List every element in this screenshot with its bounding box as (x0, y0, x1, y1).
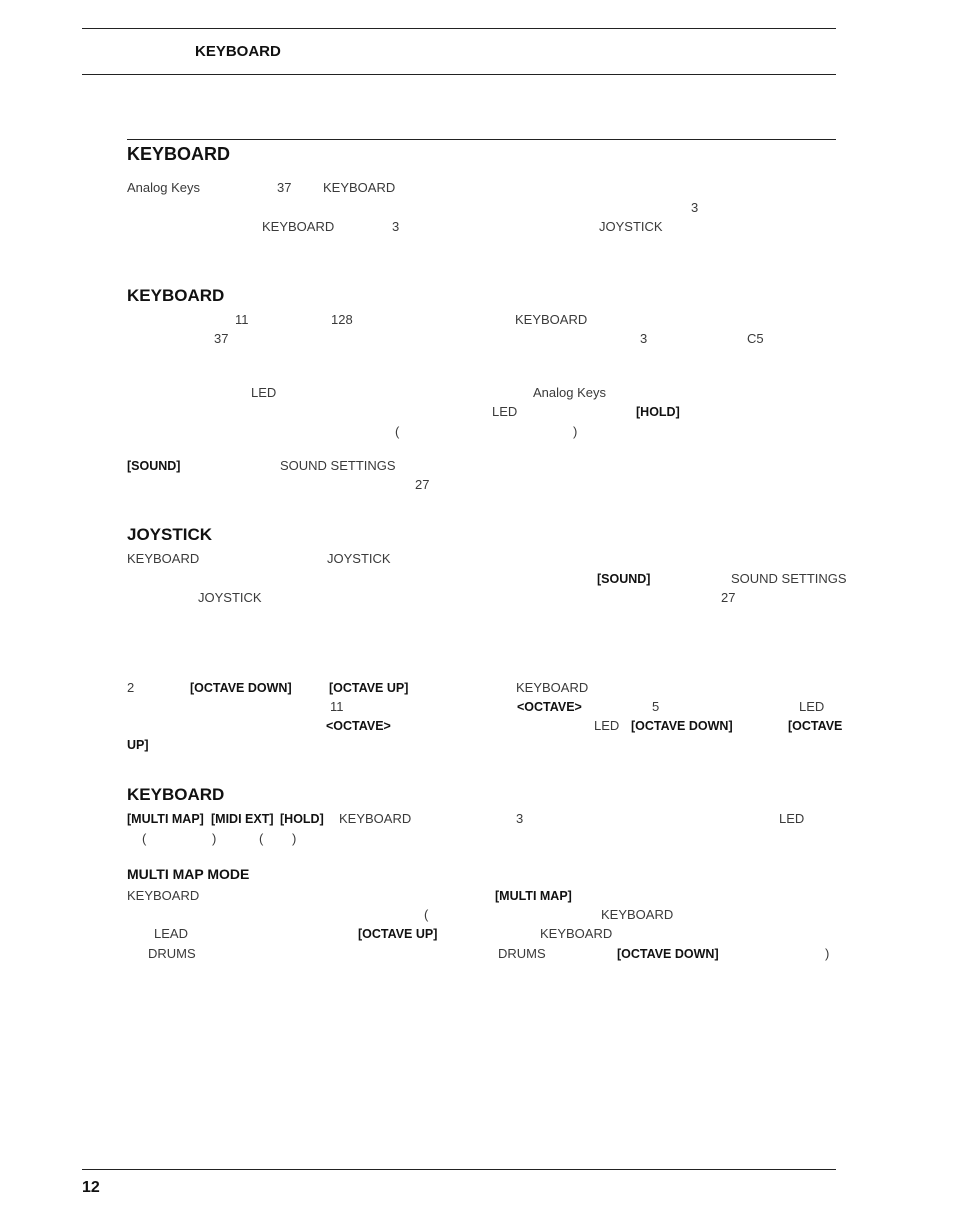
text-fragment: Analog Keys (533, 385, 606, 400)
text-fragment: KEYBOARD (516, 680, 589, 695)
text-fragment: ) (825, 946, 830, 961)
text-fragment: KEYBOARD (323, 180, 396, 195)
sound-button-label: [SOUND] (597, 572, 651, 586)
text-fragment: ( (395, 424, 400, 439)
text-fragment: C5 (747, 331, 764, 346)
text-fragment: ) (573, 424, 578, 439)
text-fragment: ( (142, 831, 147, 846)
text-fragment: KEYBOARD (339, 811, 412, 826)
octave-up-button-label-part: [OCTAVE (788, 719, 843, 733)
octave-up-button-label: [OCTAVE UP] (358, 927, 438, 941)
text-fragment: 5 (652, 699, 660, 714)
midi-ext-button-label: [MIDI EXT] (211, 812, 274, 826)
text-fragment: 11 (330, 699, 344, 714)
multi-map-button-label: [MULTI MAP] (127, 812, 204, 826)
text-fragment: KEYBOARD (515, 312, 588, 327)
hold-button-label: [HOLD] (636, 405, 680, 419)
text-fragment: 3 (516, 811, 524, 826)
text-fragment: JOYSTICK (327, 551, 391, 566)
text-fragment: ( (424, 907, 429, 922)
octave-down-button-label: [OCTAVE DOWN] (631, 719, 733, 733)
octave-up-button-label: [OCTAVE UP] (329, 681, 409, 695)
text-fragment: 128 (331, 312, 353, 327)
section-heading-joystick: JOYSTICK (127, 525, 213, 544)
text-fragment: 2 (127, 680, 135, 695)
octave-up-button-label-part: UP] (127, 738, 149, 752)
text-fragment: SOUND SETTINGS (731, 571, 847, 586)
octave-label: <OCTAVE> (517, 700, 582, 714)
subsection-heading-multi-map-mode: MULTI MAP MODE (127, 866, 250, 882)
text-fragment: LED (594, 718, 620, 733)
text-fragment: ) (292, 831, 297, 846)
text-fragment: 37 (214, 331, 229, 346)
section-heading-keyboard: KEYBOARD (127, 144, 231, 164)
text-fragment: LED (779, 811, 805, 826)
text-fragment: KEYBOARD (262, 219, 335, 234)
multi-map-button-label: [MULTI MAP] (495, 889, 572, 903)
page-number: 12 (82, 1179, 100, 1196)
text-fragment: ) (212, 831, 217, 846)
section-rule (127, 139, 836, 140)
text-fragment: 3 (392, 219, 400, 234)
text-fragment: LED (799, 699, 825, 714)
header-bottom-rule (82, 74, 836, 75)
section-heading-keyboard-sub: KEYBOARD (127, 286, 225, 305)
text-fragment: 27 (721, 590, 736, 605)
sound-button-label: [SOUND] (127, 459, 181, 473)
text-fragment: DRUMS (498, 946, 546, 961)
text-fragment: KEYBOARD (127, 551, 200, 566)
text-fragment: 37 (277, 180, 292, 195)
footer-rule (82, 1169, 836, 1170)
text-fragment: 3 (691, 200, 699, 215)
text-fragment: LED (492, 404, 518, 419)
header-title: KEYBOARD (195, 43, 281, 60)
text-fragment: LEAD (154, 926, 188, 941)
octave-down-button-label: [OCTAVE DOWN] (617, 947, 719, 961)
text-fragment: KEYBOARD (601, 907, 674, 922)
text-fragment: Analog Keys (127, 180, 200, 195)
text-fragment: 11 (235, 312, 249, 327)
text-fragment: 27 (415, 477, 430, 492)
text-fragment: 3 (640, 331, 648, 346)
hold-button-label: [HOLD] (280, 812, 324, 826)
text-fragment: KEYBOARD (540, 926, 613, 941)
octave-down-button-label: [OCTAVE DOWN] (190, 681, 292, 695)
header-top-rule (82, 28, 836, 29)
text-fragment: JOYSTICK (599, 219, 663, 234)
text-fragment: DRUMS (148, 946, 196, 961)
text-fragment: KEYBOARD (127, 888, 200, 903)
octave-label: <OCTAVE> (326, 719, 391, 733)
text-fragment: SOUND SETTINGS (280, 458, 396, 473)
text-fragment: ( (259, 831, 264, 846)
text-fragment: LED (251, 385, 277, 400)
section-heading-keyboard-modes: KEYBOARD (127, 785, 225, 804)
text-fragment: JOYSTICK (198, 590, 262, 605)
